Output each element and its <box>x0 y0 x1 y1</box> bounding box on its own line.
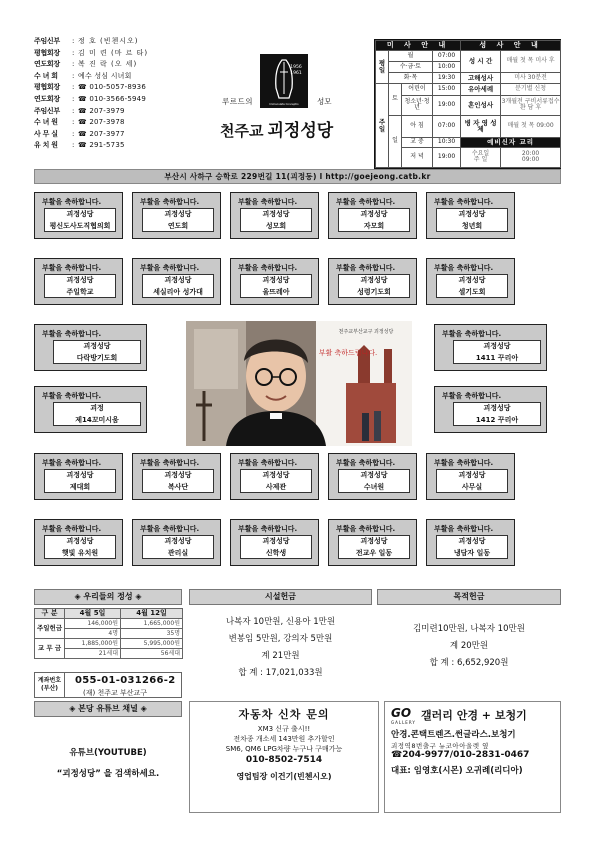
greeting-body <box>53 340 141 364</box>
sacrament-label: 혼인성사 <box>461 95 501 115</box>
greeting-line-2: 1412 꾸리아 <box>475 416 519 424</box>
greeting-body <box>436 535 508 559</box>
facility-line: 나복자 10만원, 신용아 1만원 <box>225 617 336 627</box>
staff-value: 김 미 련 (마 르 타) <box>78 48 149 57</box>
car-ad-title: 자동차 신차 문의 <box>238 708 330 721</box>
greeting-header: 부활을 축하합니다. <box>42 459 102 467</box>
staff-value: ☎ 207-3979 <box>78 106 125 115</box>
sat-label: 토 <box>389 84 402 116</box>
greeting-line-2: 사무실 <box>461 483 483 491</box>
offering-cell: 1,665,000원 <box>121 619 183 629</box>
greeting-line-1: 괴정성당 <box>262 471 290 479</box>
staff-colon: : <box>72 37 75 45</box>
greeting-body <box>240 274 312 298</box>
staff-row <box>34 48 199 60</box>
greeting-line-1: 괴정성당 <box>458 210 486 218</box>
account-number: 055-01-031266-2 <box>75 675 176 686</box>
greeting-line-1: 괴정 <box>90 404 104 412</box>
mass-time: 19:00 <box>433 95 461 115</box>
staff-colon: : <box>72 141 75 150</box>
offering-cell: 35명 <box>121 629 183 639</box>
sacrament-label: 성 시 간 <box>461 51 501 73</box>
greeting-card <box>230 519 319 566</box>
greeting-body <box>338 208 410 232</box>
prep-days: 수요일 주 일 <box>461 147 501 167</box>
youtube-line-2: “괴정성당” 을 검색하세요. <box>56 769 160 779</box>
greeting-line-1: 괴정성당 <box>483 404 511 412</box>
greeting-body <box>338 274 410 298</box>
greeting-card <box>132 519 221 566</box>
greeting-body <box>240 469 312 493</box>
church-prefix: 루르드의 <box>222 97 253 106</box>
staff-row <box>34 71 199 83</box>
sacrament-label: 유아세례 <box>461 84 501 96</box>
staff-value: 복 진 락 (오 세) <box>78 60 138 69</box>
greeting-line-1: 괴정성당 <box>262 537 290 545</box>
offering-cell: 146,000원 <box>65 619 121 629</box>
greeting-body <box>142 208 214 232</box>
greeting-line-1: 괴정성당 <box>66 210 94 218</box>
greeting-line-2: 신학생 <box>265 549 287 557</box>
offering-title: ◈ 우리들의 정성 ◈ <box>34 589 182 605</box>
mass-time: 19:30 <box>433 72 461 84</box>
greeting-body <box>44 274 116 298</box>
logo-caption: Immaculata Conceptio <box>269 103 299 106</box>
greeting-header: 부활을 축하합니다. <box>140 264 200 272</box>
greeting-body <box>240 208 312 232</box>
greeting-line-2: 수녀원 <box>363 483 385 491</box>
glasses-ad <box>384 701 561 813</box>
greeting-body <box>44 535 116 559</box>
glasses-logo: GO <box>391 706 412 720</box>
poster-badge: 천주교부산교구 괴정성당 <box>338 329 394 335</box>
greeting-card <box>132 258 221 305</box>
mass-time: 10:30 <box>433 137 461 147</box>
youtube-panel <box>34 701 182 813</box>
staff-row <box>34 36 199 48</box>
greeting-card <box>34 386 147 433</box>
greeting-line-1: 괴정성당 <box>458 471 486 479</box>
greeting-body <box>453 402 541 426</box>
greeting-line-1: 괴정성당 <box>66 471 94 479</box>
greeting-header: 부활을 축하합니다. <box>42 198 102 206</box>
greeting-line-2: 사제관 <box>265 483 287 491</box>
greeting-line-1: 괴정성당 <box>458 276 486 284</box>
car-ad-line-1: XM3 신규 출시!! <box>257 725 311 733</box>
car-ad-phone: 010-8502-7514 <box>245 755 323 765</box>
staff-row <box>34 117 199 129</box>
mass-day: 저 녁 <box>402 147 433 167</box>
offering-col: 구 분 <box>35 609 65 619</box>
greeting-body <box>436 469 508 493</box>
sacrament-value: 매월 첫 목 09:00 <box>501 116 561 138</box>
prep-title: 예비신자 교리 <box>461 137 561 147</box>
purpose-line: 김미련10만원, 나복자 10만원 <box>413 624 525 634</box>
staff-colon: : <box>72 83 75 92</box>
sacrament-value: 매월 첫 목 미사 후 <box>501 51 561 73</box>
staff-value: ☎ 291-5735 <box>78 141 125 150</box>
greeting-line-1: 괴정성당 <box>262 276 290 284</box>
greeting-line-1: 괴정성당 <box>458 537 486 545</box>
church-logo <box>260 54 308 108</box>
greeting-line-2: 성령기도회 <box>357 288 391 296</box>
staff-colon: : <box>72 118 75 127</box>
staff-colon: : <box>72 48 75 57</box>
staff-row <box>34 94 199 106</box>
staff-role: 평협회장 <box>34 83 60 92</box>
mass-time: 10:00 <box>433 61 461 72</box>
greeting-line-1: 괴정성당 <box>360 537 388 545</box>
logo-year-2: 1961 <box>290 71 302 76</box>
glasses-items: 안경.콘택트렌즈.썬글라스.보청기 <box>391 730 516 740</box>
offering-col: 4월 12일 <box>121 609 183 619</box>
greeting-header: 부활을 축하합니다. <box>140 525 200 533</box>
greeting-card <box>426 453 515 500</box>
greeting-line-1: 괴정성당 <box>66 276 94 284</box>
staff-colon: : <box>72 106 75 115</box>
sacrament-title: 성 사 안 내 <box>461 41 561 51</box>
greeting-line-2: 연도회 <box>167 222 189 230</box>
greeting-header: 부활을 축하합니다. <box>42 525 102 533</box>
greeting-card <box>132 453 221 500</box>
staff-colon: : <box>72 71 75 80</box>
mass-day: 수·금·토 <box>389 61 433 72</box>
staff-row <box>34 140 199 152</box>
greeting-line-1: 괴정성당 <box>164 537 192 545</box>
mass-time: 15:00 <box>433 84 461 96</box>
greeting-card <box>328 192 417 239</box>
youtube-title: ◈ 본당 유튜브 채널 ◈ <box>34 701 182 717</box>
sacrament-value: 미사 30분전 <box>501 72 561 84</box>
greeting-line-2: 냉담자 일동 <box>453 549 491 557</box>
staff-role: 평협회장 <box>34 48 60 57</box>
greeting-line-1: 괴정성당 <box>164 210 192 218</box>
car-ad-line-2: 전차종 개소세 143만원 추가할인 <box>233 735 335 743</box>
greeting-line-1: 괴정성당 <box>483 342 511 350</box>
greeting-card <box>34 192 123 239</box>
greeting-body <box>44 208 116 232</box>
facility-line: 계 21만원 <box>261 651 300 661</box>
staff-value: ☎ 207-3978 <box>78 118 125 127</box>
offering-cell: 5,995,000원 <box>121 639 183 649</box>
greeting-card <box>34 324 147 371</box>
facility-title: 시설헌금 <box>189 589 372 605</box>
mass-title: 미 사 안 내 <box>376 41 461 51</box>
sun-label: 일 <box>389 116 402 168</box>
mass-day: 청소년·청년 <box>402 95 433 115</box>
greeting-header: 부활을 축하합니다. <box>336 198 396 206</box>
staff-role: 유 치 원 <box>34 141 58 150</box>
staff-colon: : <box>72 94 75 103</box>
youtube-line-1: 유튜브(YOUTUBE) <box>69 748 147 758</box>
glasses-logo-sub: GALLERY <box>391 720 416 725</box>
car-ad <box>189 701 379 813</box>
greeting-header: 부활을 축하합니다. <box>238 525 298 533</box>
greeting-line-2: 제14꼬미시움 <box>75 416 119 424</box>
car-ad-staff: 영업팀장 이건기(빈첸시오) <box>236 772 332 781</box>
greeting-header: 부활을 축하합니다. <box>42 264 102 272</box>
mass-day: 아 침 <box>402 116 433 138</box>
greeting-line-1: 괴정성당 <box>360 471 388 479</box>
greeting-header: 부활을 축하합니다. <box>42 330 102 338</box>
weekday-label: 평일 <box>376 51 389 84</box>
church-suffix: 성모 <box>317 97 332 106</box>
greeting-line-2: 제대회 <box>69 483 91 491</box>
facility-line: 변봉임 5만원, 강의자 5만원 <box>228 634 333 644</box>
greeting-line-2: 관리실 <box>167 549 189 557</box>
greeting-card <box>34 258 123 305</box>
sacrament-value: 3개월전 구비서류접수 완 담 후 <box>501 95 561 115</box>
greeting-card <box>426 519 515 566</box>
greeting-header: 부활을 축하합니다. <box>434 525 494 533</box>
greeting-body <box>53 402 141 426</box>
greeting-header: 부활을 축하합니다. <box>434 264 494 272</box>
prep-times: 20:00 09:00 <box>501 147 561 167</box>
mass-day: 월 <box>389 51 433 62</box>
offering-row-label: 주일헌금 <box>35 619 65 639</box>
greeting-line-2: 1411 꾸리아 <box>475 354 519 362</box>
greeting-line-2: 청년회 <box>461 222 483 230</box>
greeting-line-1: 괴정성당 <box>164 471 192 479</box>
greeting-line-2: 울뜨레아 <box>262 288 290 296</box>
account-box <box>34 672 182 698</box>
greeting-line-2: 셀기도회 <box>458 288 486 296</box>
staff-value: ☎ 010-3566-5949 <box>78 94 146 103</box>
greeting-header: 부활을 축하합니다. <box>336 459 396 467</box>
facility-body <box>189 614 372 682</box>
greeting-line-1: 괴정성당 <box>262 210 290 218</box>
logo-year-1: 1956 <box>290 65 302 70</box>
greeting-body <box>436 208 508 232</box>
staff-list <box>34 36 199 152</box>
mass-time: 19:00 <box>433 147 461 167</box>
greeting-card <box>230 192 319 239</box>
greeting-line-2: 성모회 <box>265 222 287 230</box>
offering-cell: 1,885,000원 <box>65 639 121 649</box>
greeting-body <box>338 469 410 493</box>
purpose-line: 합 계 : 6,652,920원 <box>429 658 509 668</box>
greeting-body <box>142 469 214 493</box>
sacrament-label: 고해성사 <box>461 72 501 84</box>
greeting-card <box>230 258 319 305</box>
mass-time: 07:00 <box>433 116 461 138</box>
sacrament-label: 병 자 영 성 체 <box>461 116 501 138</box>
greeting-header: 부활을 축하합니다. <box>238 198 298 206</box>
poster-easter: 부활 축하드립니다. <box>318 349 378 357</box>
greeting-card <box>132 192 221 239</box>
offering-table <box>34 608 183 659</box>
church-name-b: 괴정성당 <box>267 121 334 141</box>
staff-role: 연도회장 <box>34 60 60 69</box>
greeting-header: 부활을 축하합니다. <box>140 459 200 467</box>
church-name <box>220 116 333 141</box>
greeting-card <box>426 192 515 239</box>
staff-role: 수 녀 원 <box>34 118 58 127</box>
mass-day: 화·목 <box>389 72 433 84</box>
staff-value: ☎ 010-5057-8936 <box>78 83 146 92</box>
greeting-header: 부활을 축하합니다. <box>238 264 298 272</box>
staff-colon: : <box>72 60 75 69</box>
glasses-rep: 대표: 임영호(시몬) 오귀례(리디아) <box>391 766 523 776</box>
greeting-card <box>434 324 547 371</box>
car-ad-line-3: SM6, QM6 LPG차량 누구나 구매가능 <box>225 745 343 753</box>
priest-poster <box>186 321 412 446</box>
purpose-line: 계 20만원 <box>449 641 489 651</box>
greeting-body <box>240 535 312 559</box>
account-label: 계좌번호 (부산) <box>35 673 65 697</box>
greeting-body <box>338 535 410 559</box>
offering-row-label: 교 무 금 <box>35 639 65 659</box>
greeting-line-2: 평신도사도직협의회 <box>49 222 111 230</box>
staff-row <box>34 129 199 141</box>
staff-role: 주임신부 <box>34 106 60 115</box>
greeting-line-1: 괴정성당 <box>66 537 94 545</box>
mass-day: 교 중 <box>402 137 433 147</box>
greeting-line-1: 괴정성당 <box>164 276 192 284</box>
greeting-header: 부활을 축하합니다. <box>140 198 200 206</box>
greeting-line-2: 햇빛 유치원 <box>61 549 99 557</box>
staff-row <box>34 106 199 118</box>
greeting-header: 부활을 축하합니다. <box>442 330 502 338</box>
church-name-a: 천주교 <box>220 122 264 140</box>
staff-role: 연도회장 <box>34 94 60 103</box>
greeting-body <box>436 274 508 298</box>
greeting-body <box>44 469 116 493</box>
greeting-line-2: 주일학교 <box>66 288 94 296</box>
greeting-header: 부활을 축하합니다. <box>336 525 396 533</box>
glasses-address: 괴정역8번출구 뉴코아아울렛 옆 <box>391 742 489 750</box>
greeting-header: 부활을 축하합니다. <box>434 459 494 467</box>
staff-role: 수 녀 회 <box>34 71 58 80</box>
greeting-card <box>34 519 123 566</box>
greeting-body <box>142 274 214 298</box>
greeting-card <box>434 386 547 433</box>
purpose-body <box>377 621 561 672</box>
staff-value: ☎ 207-3977 <box>78 129 125 138</box>
greeting-line-1: 괴정성당 <box>360 276 388 284</box>
greeting-line-2: 자모회 <box>363 222 385 230</box>
greeting-card <box>34 453 123 500</box>
greeting-line-1: 괴정성당 <box>83 342 111 350</box>
address-bar: 부산시 사하구 승학로 229번길 11(괴정동) l http://goejeong.catb.kr <box>34 169 561 184</box>
staff-row <box>34 82 199 94</box>
greeting-header: 부활을 축하합니다. <box>42 392 102 400</box>
greeting-line-2: 복사단 <box>167 483 189 491</box>
greeting-card <box>328 258 417 305</box>
offering-cell: 21세대 <box>65 649 121 659</box>
greeting-card <box>426 258 515 305</box>
greeting-line-2: 세실리아 성가대 <box>153 288 203 296</box>
offering-cell: 56세대 <box>121 649 183 659</box>
offering-cell: 4명 <box>65 629 121 639</box>
greeting-line-2: 전교우 일동 <box>355 549 393 557</box>
bulletin-page <box>34 36 561 811</box>
greeting-header: 부활을 축하합니다. <box>238 459 298 467</box>
greeting-line-2: 다락방기도회 <box>76 354 118 362</box>
staff-role: 주임신부 <box>34 37 60 45</box>
greeting-header: 부활을 축하합니다. <box>442 392 502 400</box>
greeting-card <box>328 519 417 566</box>
sacrament-value: 분기별 신청 <box>501 84 561 96</box>
greeting-card <box>328 453 417 500</box>
offering-col: 4월 5일 <box>65 609 121 619</box>
mass-day: 어린이 <box>402 84 433 96</box>
account-owner: (재) 천주교 부산교구 <box>83 689 148 697</box>
facility-line: 합 계 : 17,021,033원 <box>238 668 323 678</box>
staff-row <box>34 59 199 71</box>
purpose-title: 목적헌금 <box>377 589 561 605</box>
staff-value: 예수 성심 시녀회 <box>78 71 132 80</box>
mass-time: 07:00 <box>433 51 461 62</box>
sunday-label: 주일 <box>376 84 389 168</box>
greeting-body <box>453 340 541 364</box>
staff-value: 정 호 (빈첸시오) <box>78 37 139 45</box>
greeting-header: 부활을 축하합니다. <box>336 264 396 272</box>
greeting-line-1: 괴정성당 <box>360 210 388 218</box>
glasses-phone: ☎204-9977/010-2831-0467 <box>391 750 530 760</box>
greeting-card <box>230 453 319 500</box>
glasses-title: 갤러리 안경 + 보청기 <box>421 709 527 722</box>
schedule-table <box>374 39 561 169</box>
greeting-body <box>142 535 214 559</box>
staff-colon: : <box>72 129 75 138</box>
greeting-header: 부활을 축하합니다. <box>434 198 494 206</box>
staff-role: 사 무 실 <box>34 129 58 138</box>
